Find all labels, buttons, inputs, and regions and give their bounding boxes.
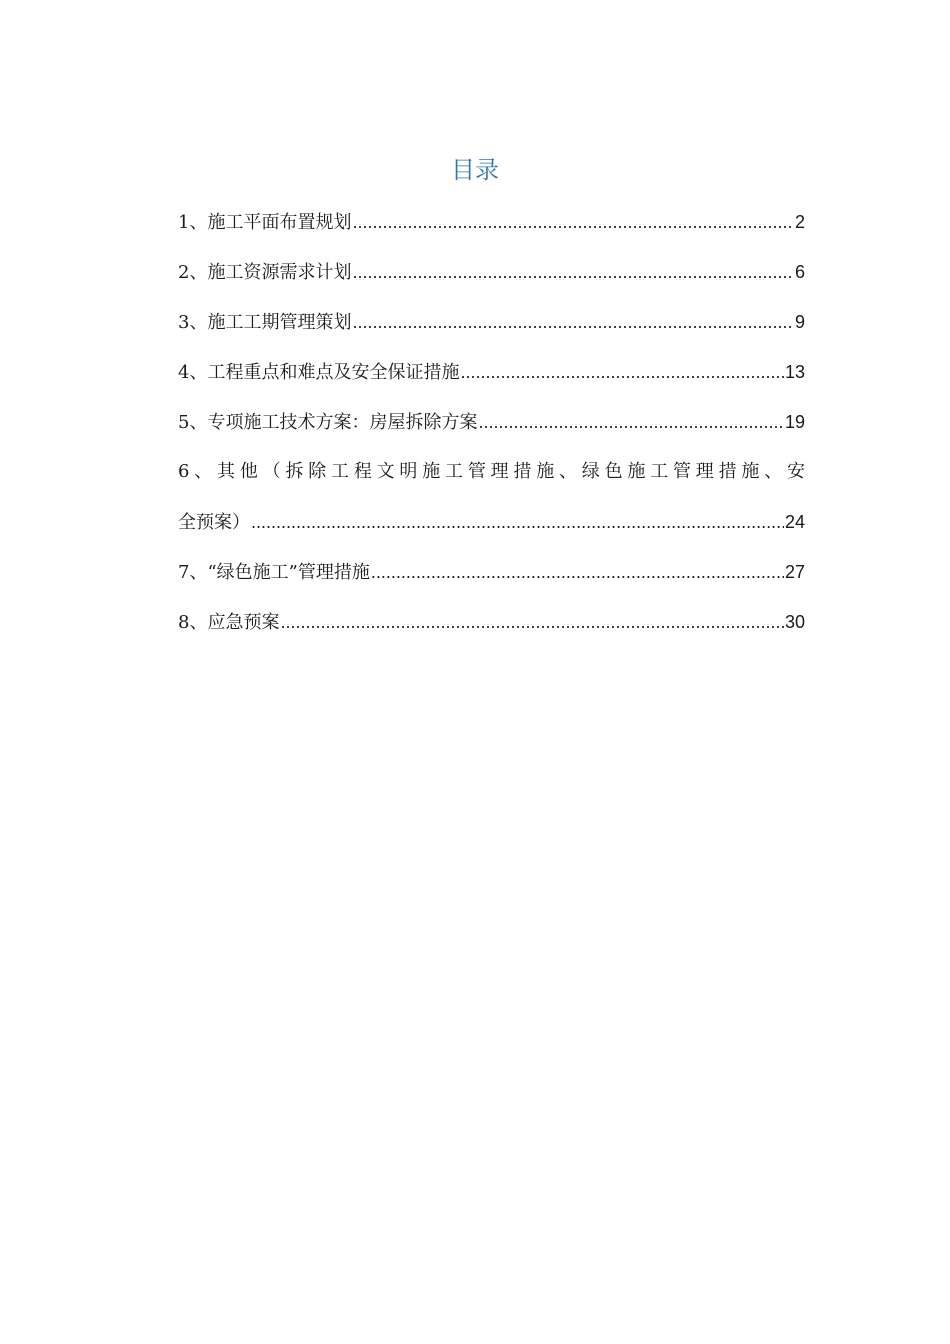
- toc-entry-page: 19: [784, 412, 805, 432]
- toc-entry-page: 2: [794, 212, 805, 232]
- toc-entry-page: 27: [784, 562, 805, 582]
- toc-entry-1[interactable]: [178, 197, 805, 247]
- toc-entry-7[interactable]: [178, 547, 805, 597]
- toc-entry-6[interactable]: [178, 447, 805, 547]
- toc-entry-2[interactable]: [178, 247, 805, 297]
- toc-entry-page: 6: [794, 262, 805, 282]
- dot-leader: [280, 597, 784, 647]
- toc-entry-label: 2、施工资源需求计划: [178, 262, 352, 283]
- toc-entry-page: 30: [784, 612, 805, 632]
- toc-entry-4[interactable]: [178, 347, 805, 397]
- toc-entry-label: 5、专项施工技术方案：房屋拆除方案: [178, 412, 478, 433]
- dot-leader: [352, 297, 794, 347]
- dot-leader: [371, 547, 784, 597]
- toc-entry-label: 全预案）: [178, 512, 250, 533]
- toc-entry-label: 7、“绿色施工”管理措施: [178, 562, 370, 583]
- toc-title: 目录: [451, 156, 499, 184]
- toc-entry-label: 4、工程重点和难点及安全保证措施: [178, 362, 460, 383]
- dot-leader: [352, 197, 794, 247]
- toc-entry-page: 24: [784, 512, 805, 532]
- table-of-contents: [178, 197, 805, 647]
- dot-leader: [478, 397, 784, 447]
- toc-entry-page: 9: [794, 312, 805, 332]
- toc-entry-3[interactable]: [178, 297, 805, 347]
- toc-entry-page: 13: [784, 362, 805, 382]
- toc-entry-label: 1、施工平面布置规划: [178, 212, 352, 233]
- toc-entry-label: 8、应急预案: [178, 612, 280, 633]
- toc-entry-5[interactable]: [178, 397, 805, 447]
- dot-leader: [352, 247, 794, 297]
- toc-entry-label: 3、施工工期管理策划: [178, 312, 352, 333]
- dot-leader: [251, 497, 784, 547]
- toc-entry-8[interactable]: [178, 597, 805, 647]
- dot-leader: [460, 347, 784, 397]
- toc-entry-label-line1: 6、其他（拆除工程文明施工管理措施、绿色施工管理措施、安: [178, 461, 805, 482]
